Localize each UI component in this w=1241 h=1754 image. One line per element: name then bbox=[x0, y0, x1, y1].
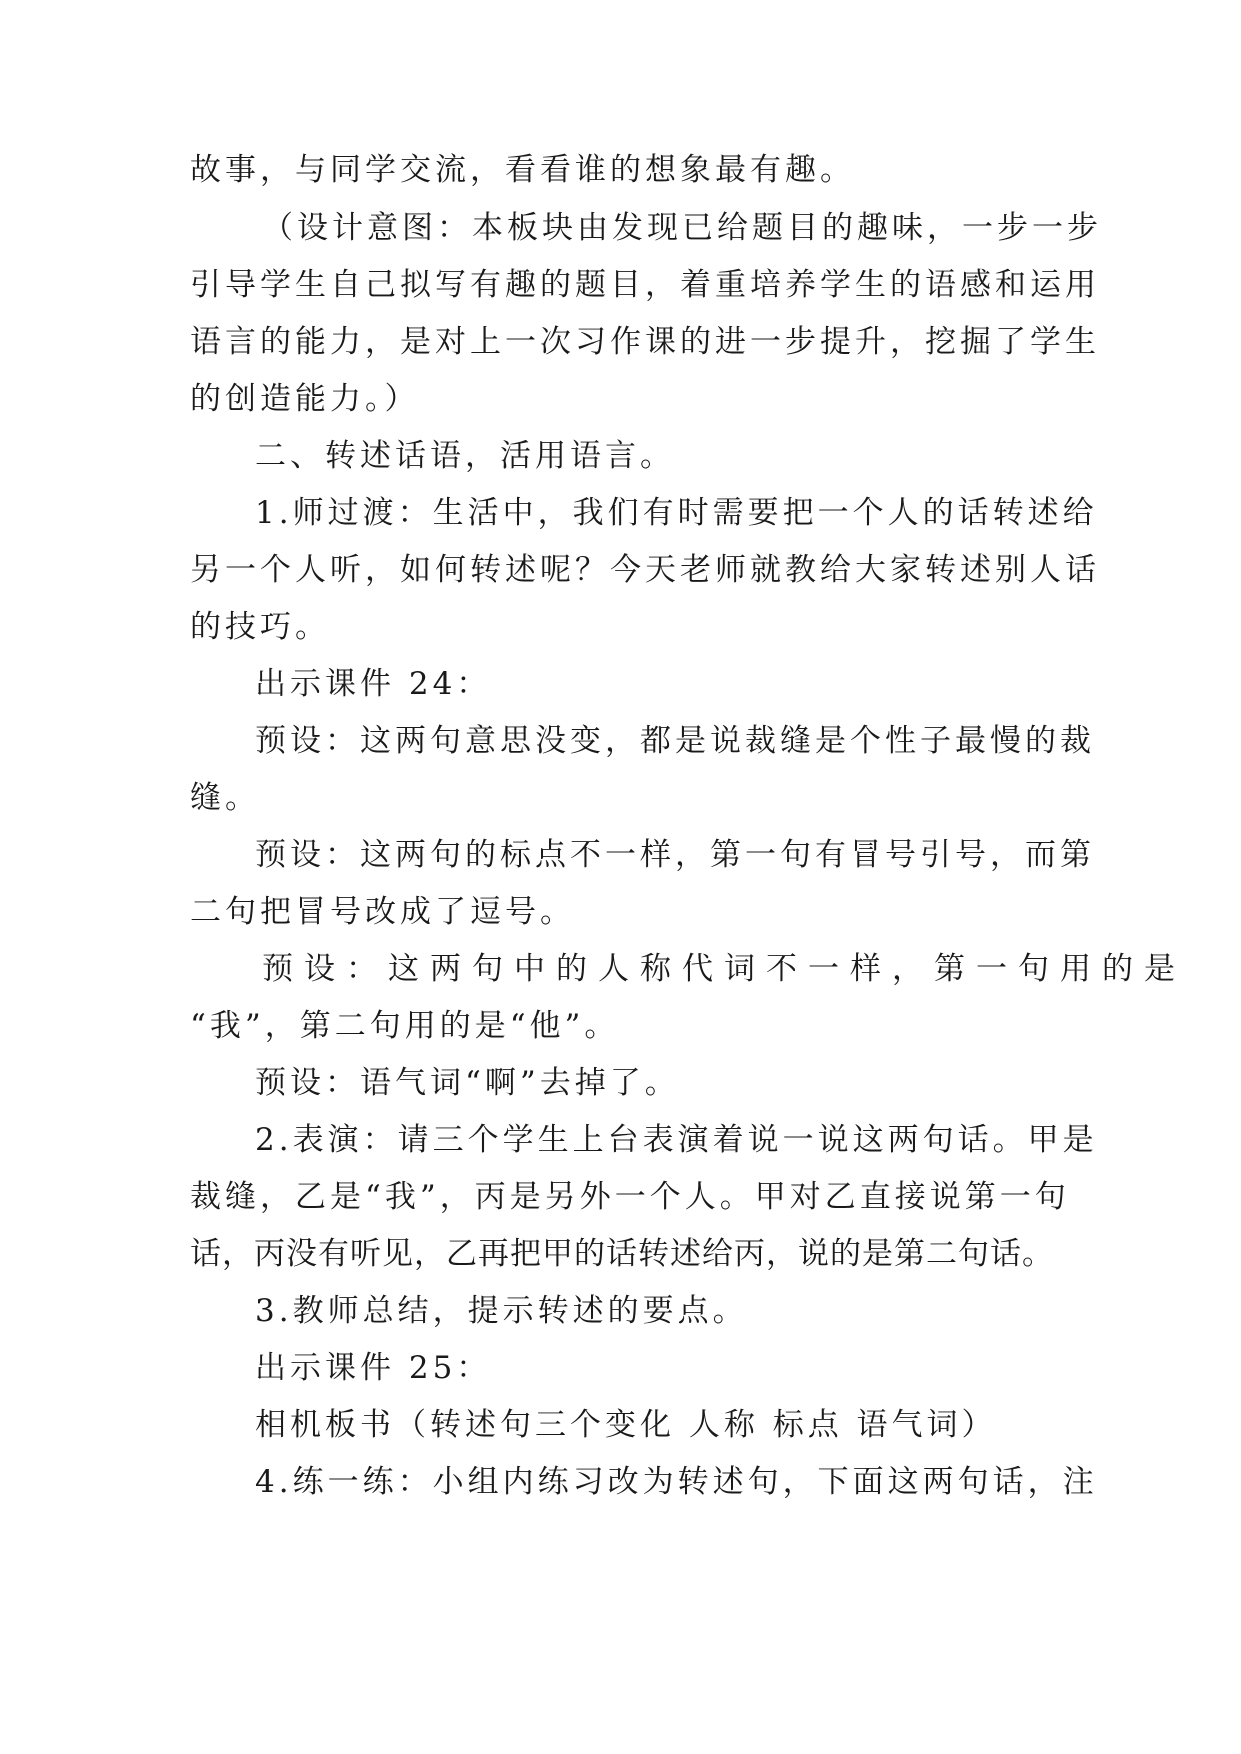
paragraph-line-4: 语言的能力，是对上一次习作课的进一步提升，挖掘了学生 bbox=[190, 324, 1100, 360]
paragraph-line-19: 裁缝，乙是“我”，丙是另外一个人。甲对乙直接说第一句 bbox=[190, 1179, 1070, 1215]
paragraph-line-10: 出示课件 24： bbox=[255, 666, 492, 702]
paragraph-line-5: 的创造能力。） bbox=[190, 381, 420, 417]
paragraph-line-3: 引导学生自己拟写有趣的题目，着重培养学生的语感和运用 bbox=[190, 267, 1100, 303]
paragraph-line-11: 预设：这两句意思没变，都是说裁缝是个性子最慢的裁 bbox=[255, 723, 1095, 759]
paragraph-line-24: 4.练一练：小组内练习改为转述句，下面这两句话，注 bbox=[255, 1464, 1098, 1500]
paragraph-line-13: 预设：这两句的标点不一样，第一句有冒号引号，而第 bbox=[255, 837, 1095, 873]
paragraph-line-8: 另一个人听，如何转述呢？今天老师就教给大家转述别人话 bbox=[190, 552, 1100, 588]
paragraph-line-14: 二句把冒号改成了逗号。 bbox=[190, 894, 575, 930]
paragraph-line-12: 缝。 bbox=[190, 780, 260, 816]
paragraph-line-15: 预设：这两句中的人称代词不一样，第一句用的是 bbox=[262, 951, 1186, 987]
paragraph-line-17: 预设：语气词“啊”去掉了。 bbox=[255, 1065, 680, 1101]
paragraph-line-16: “我”，第二句用的是“他”。 bbox=[190, 1008, 620, 1044]
section-heading: 二、转述话语，活用语言。 bbox=[255, 438, 675, 474]
paragraph-line-22: 出示课件 25： bbox=[255, 1350, 492, 1386]
paragraph-line-20: 话，丙没有听见，乙再把甲的话转述给丙，说的是第二句话。 bbox=[190, 1236, 1054, 1272]
paragraph-line-18: 2.表演：请三个学生上台表演着说一说这两句话。甲是 bbox=[255, 1122, 1098, 1158]
paragraph-line-7: 1.师过渡：生活中，我们有时需要把一个人的话转述给 bbox=[255, 495, 1098, 531]
paragraph-line-1: 故事，与同学交流，看看谁的想象最有趣。 bbox=[190, 152, 855, 188]
paragraph-line-21: 3.教师总结，提示转述的要点。 bbox=[255, 1293, 748, 1329]
paragraph-line-9: 的技巧。 bbox=[190, 609, 330, 645]
paragraph-line-23: 相机板书（转述句三个变化 人称 标点 语气词） bbox=[255, 1407, 997, 1443]
paragraph-line-2: （设计意图：本板块由发现已给题目的趣味，一步一步 bbox=[262, 210, 1102, 246]
